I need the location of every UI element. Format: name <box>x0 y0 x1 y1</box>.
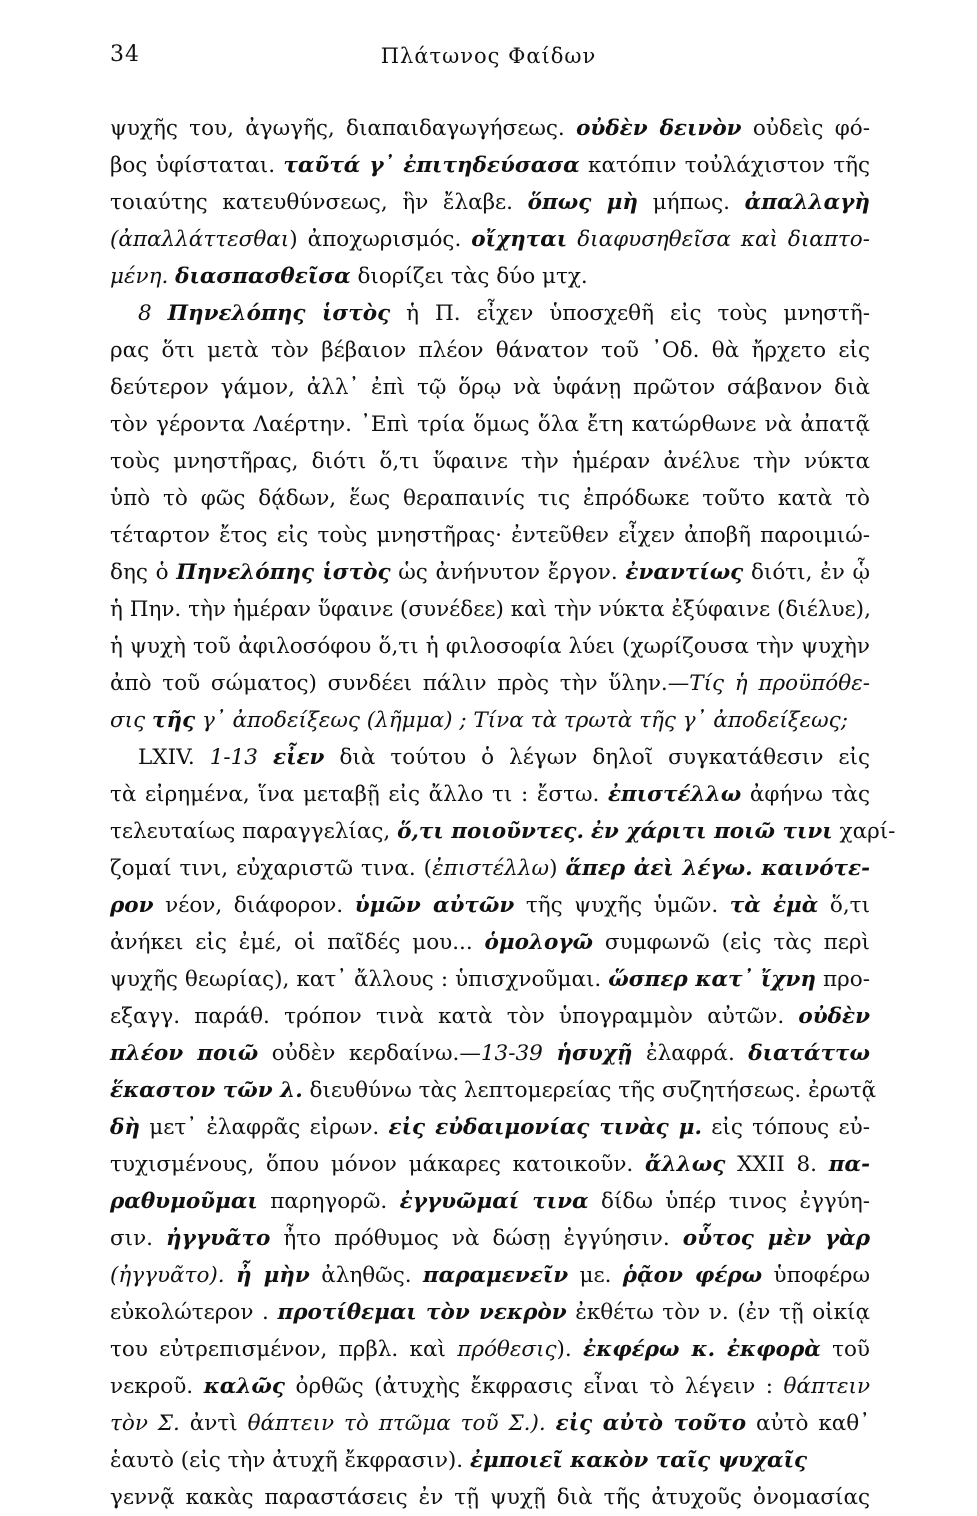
lemma: ρον <box>110 893 154 918</box>
italic-text: 8 <box>138 301 168 326</box>
text-run: συμφωνῶ (εἰς τὰς περὶ <box>593 930 870 955</box>
text-run: ἀντὶ <box>179 1411 248 1436</box>
italic-text: 1-13 <box>209 745 273 770</box>
lemma: ἡσυχῇ <box>556 1041 633 1066</box>
text-run: τοιαύτης κατευθύνσεως, ἣν ἔλαβε. <box>110 190 528 215</box>
running-title: Πλάτωνος Φαίδων <box>380 44 597 68</box>
italic-text: ( <box>110 227 119 252</box>
text-run: ψυχῆς του, ἀγωγῆς, διαπαιδαγωγήσεως. <box>110 116 577 141</box>
text-run: διότι, ἐν ᾧ <box>743 560 871 585</box>
text-line <box>110 813 896 850</box>
italic-text: σις <box>110 708 152 733</box>
text-run: τὸν γέροντα Λαέρτην. ᾿Επὶ τρία ὅμως ὅλα ἔτη κατώρθωνε νὰ ἀπατᾷ <box>110 412 870 437</box>
lemma: ἄλλως <box>645 1152 726 1177</box>
lemma: τῆς <box>151 708 196 733</box>
italic-text: πρόθεσις <box>457 1337 557 1362</box>
text-run: ἀληθῶς. <box>309 1263 423 1288</box>
text-line <box>110 998 870 1035</box>
italic-text: γ᾿ ἀποδείξεως (λῆμμα) ; Τίνα τὰ τρωτὰ τῆς γ᾿ ἀποδείξεως; <box>195 708 848 733</box>
text-line <box>110 924 870 961</box>
text-run: δίδω ὑπέρ τινος ἐγγύη- <box>588 1189 870 1214</box>
lemma: ὅ,τι ποιοῦντες. <box>397 819 585 844</box>
text-line <box>110 1405 870 1442</box>
text-run: ἐκθέτω τὸν ν. (ἐν τῇ οἰκίᾳ <box>566 1300 870 1325</box>
text-run: προ- <box>816 967 870 992</box>
lemma: ἐκφέρω κ. ἐκφορὰ <box>583 1337 821 1362</box>
text-run: οὐδεὶς φό- <box>741 116 871 141</box>
lemma: πλέον ποιῶ <box>110 1041 259 1066</box>
lemma: ἠγγυᾶτο <box>166 1226 271 1251</box>
lemma: ἐγγυῶμαί τινα <box>399 1189 589 1214</box>
lemma: οὐδὲν <box>798 1004 870 1029</box>
text-run: ἡ Π. εἶχεν ὑποσχεθῆ εἰς τοὺς μνηστῆ- <box>390 301 871 326</box>
text-run: ὡς ἀνήνυτον ἔργον. <box>390 560 626 585</box>
lemma: ἐναντίως <box>625 560 744 585</box>
lemma: καλῶς <box>203 1374 285 1399</box>
text-run: ἦτο πρόθυμος νὰ δώσῃ ἐγγύησιν. <box>270 1226 683 1251</box>
text-line <box>110 1220 870 1257</box>
lemma: δὴ <box>110 1115 140 1140</box>
lemma: οὐδὲν δεινὸν <box>576 116 742 141</box>
text-run: διὰ τούτου ὁ λέγων δηλοῖ συγκατάθεσιν εἰς <box>324 745 871 770</box>
text-run: LXIV. <box>138 745 210 770</box>
text-run: τέταρτον ἔτος εἰς τοὺς μνηστῆρας· ἐντεῦθεν εἶχεν ἀποβῆ παροιμιώ- <box>110 523 870 548</box>
lemma: ἦ μὴν <box>235 1263 310 1288</box>
text-run: νεκροῦ. <box>110 1374 204 1399</box>
text-run: σιν. <box>110 1226 167 1251</box>
lemma: διατάττω <box>748 1041 870 1066</box>
italic-text: μένη. <box>110 264 176 289</box>
text-run: ) ἀποχωρισμός. <box>289 227 472 252</box>
lemma: τὰ ἐμὰ <box>729 893 819 918</box>
lemma: ταῦτά γ᾿ ἐπιτηδεύσασα <box>283 153 580 178</box>
lemma: ὁμολογῶ <box>484 930 594 955</box>
lemma: Πηνελόπης ἱστὸς <box>176 560 391 585</box>
text-line <box>110 665 870 702</box>
text-run: ὀρθῶς (ἀτυχὴς ἔκφρασις εἶναι τὸ λέγειν : <box>284 1374 784 1399</box>
text-line <box>110 184 870 221</box>
text-run: ἀπὸ τοῦ σώματος) συνδέει πάλιν πρὸς τὴν ὕλην.— <box>110 671 690 696</box>
text-line <box>110 406 870 443</box>
text-run: ἡ Πην. τὴν ἡμέραν ὕφαινε (συνέδεε) καὶ τὴν νύκτα ἐξύφαινε (διέλυε), <box>110 597 871 622</box>
text-line <box>110 517 870 554</box>
text-line <box>110 1368 870 1405</box>
text-run: δης ὁ <box>110 560 177 585</box>
text-run: εἰς τόπους εὐ- <box>701 1115 870 1140</box>
text-line <box>110 1109 870 1146</box>
text-run: ἡ ψυχὴ τοῦ ἀφιλοσόφου ὅ,τι ἡ φιλοσοφία λύει (χωρίζουσα τὴν ψυχὴν <box>110 634 870 659</box>
text-line <box>110 221 870 258</box>
text-run: δεύτερον γάμον, ἀλλ᾿ ἐπὶ τῷ ὅρῳ νὰ ὑφάνῃ πρῶτον σάβανον διὰ <box>110 375 870 400</box>
italic-text: Τίς ἡ προϋπόθε- <box>689 671 871 696</box>
text-line <box>110 1146 870 1183</box>
italic-text: 13-39 <box>480 1041 557 1066</box>
text-run: τῆς ψυχῆς ὑμῶν. <box>514 893 730 918</box>
text-run: διευθύνω τὰς λεπτομερείας τῆς συζητήσεως. ἐρωτᾷ <box>302 1078 877 1103</box>
text-run: ζομαί τινι, εὐχαριστῶ τινα. ( <box>110 856 433 881</box>
text-line <box>110 295 870 332</box>
text-run <box>546 1411 556 1436</box>
text-run: με. <box>568 1263 623 1288</box>
text-run: χαρί- <box>832 819 896 844</box>
lemma: Πηνελόπης ἱστὸς <box>167 301 391 326</box>
lemma: οὗτος μὲν γὰρ <box>682 1226 871 1251</box>
italic-text: θάπτειν τὸ πτῶμα τοῦ Σ.). <box>247 1411 546 1436</box>
text-run: τὰ εἰρημένα, ἵνα μεταβῇ εἰς ἄλλο τι : ἔστω. <box>110 782 608 807</box>
text-line <box>110 591 870 628</box>
italic-text: ἐπιστέλλω <box>432 856 550 881</box>
text-run <box>584 819 591 844</box>
text-line <box>110 443 870 480</box>
text-run: διορίζει τὰς δύο μτχ. <box>350 264 588 289</box>
lemma: ὅπως μὴ <box>527 190 638 215</box>
lemma: ἐμποιεῖ κακὸν ταῖς ψυχαῖς <box>469 1448 808 1473</box>
text-line <box>110 628 870 665</box>
italic-text: θάπτειν <box>783 1374 871 1399</box>
text-run: τοὺς μνηστῆρας, διότι ὅ,τι ὕφαινε τὴν ἡμέραν ἀνέλυε τὴν νύκτα <box>110 449 870 474</box>
italic-text: διαφυσηθεῖσα καὶ διαπτο- <box>567 227 871 252</box>
commentary-text <box>110 110 896 1516</box>
text-line <box>110 332 870 369</box>
text-run: ὑποφέρω <box>762 1263 871 1288</box>
lemma: ἀπαλλαγὴ <box>744 190 871 215</box>
text-line <box>110 1479 870 1516</box>
lemma: ἐπιστέλλω <box>607 782 742 807</box>
page-header <box>0 42 977 78</box>
text-run: παρηγορῶ. <box>257 1189 400 1214</box>
text-run: τυχισμένους, ὅπου μόνον μάκαρες κατοικοῦν. <box>110 1152 646 1177</box>
text-run: ὅ,τι <box>818 893 870 918</box>
text-run: ἀνήκει εἰς ἐμέ, οἱ παῖδές μου... <box>110 930 485 955</box>
text-run: ἀφήνω τὰς <box>741 782 870 807</box>
text-run: οὐδὲν κερδαίνω.— <box>258 1041 481 1066</box>
lemma: ραθυμοῦμαι <box>110 1189 258 1214</box>
lemma: ὑμῶν αὐτῶν <box>354 893 515 918</box>
text-run: ἑαυτὸ (εἰς τὴν ἀτυχῆ ἔκφρασιν). <box>110 1448 470 1473</box>
text-run: νέον, διάφορον. <box>153 893 355 918</box>
text-line <box>110 776 870 813</box>
text-line <box>110 1331 870 1368</box>
text-line <box>110 961 870 998</box>
page-number: 34 <box>110 42 140 67</box>
text-run: εὐκολώτερον . <box>110 1300 278 1325</box>
lemma: εἰς αὐτὸ τοῦτο <box>555 1411 747 1436</box>
text-run: ψυχῆς θεωρίας), κατ᾿ ἄλλους : ὑπισχνοῦμαι. <box>110 967 609 992</box>
text-line <box>110 258 870 295</box>
lemma: εἰς εὐδαιμονίας τινὰς μ. <box>388 1115 702 1140</box>
text-line <box>110 850 870 887</box>
text-line <box>110 1183 870 1220</box>
lemma: διασπασθεῖσα <box>175 264 351 289</box>
text-line <box>110 1294 870 1331</box>
text-run: κατόπιν τοὐλάχιστον τῆς <box>579 153 871 178</box>
text-run: ρας ὅτι μετὰ τὸν βέβαιον πλέον θάνατον τοῦ ᾿Οδ. θὰ ἤρχετο εἰς <box>110 338 870 363</box>
lemma: παραμενεῖν <box>422 1263 569 1288</box>
text-run: τοῦ <box>820 1337 870 1362</box>
text-run: βος ὑφίσταται. <box>110 153 284 178</box>
text-run: ). <box>556 1337 584 1362</box>
text-run: μετ᾿ ἐλαφρᾶς εἰρων. <box>139 1115 389 1140</box>
italic-text: ἀπαλλάττεσθαι <box>118 227 290 252</box>
italic-text: τὸν Σ. <box>110 1411 180 1436</box>
lemma: προτίθεμαι τὸν νεκρὸν <box>277 1300 567 1325</box>
lemma: εἶεν <box>273 745 325 770</box>
text-run: του εὐτρεπισμένον, πρβλ. καὶ <box>110 1337 458 1362</box>
text-line <box>110 369 870 406</box>
lemma: ὥσπερ κατ᾿ ἴχνη <box>608 967 816 992</box>
text-run: μήπως. <box>637 190 745 215</box>
lemma: ἅπερ ἀεὶ λέγω. καινότε- <box>565 856 871 881</box>
lemma: πα- <box>828 1152 870 1177</box>
text-run: ὑπὸ τὸ φῶς δᾴδων, ἕως θεραπαινίς τις ἐπρόδωκε τοῦτο κατὰ τὸ <box>110 486 870 511</box>
text-run: τελευταίως παραγγελίας, <box>110 819 398 844</box>
text-line <box>110 110 870 147</box>
text-run: ) <box>549 856 566 881</box>
lemma: οἴχηται <box>471 227 568 252</box>
text-run: ἐλαφρά. <box>632 1041 749 1066</box>
lemma: ἐν χάριτι ποιῶ τινι <box>590 819 833 844</box>
text-line <box>110 1072 877 1109</box>
text-line <box>110 1035 870 1072</box>
text-line <box>110 739 870 776</box>
text-line <box>110 554 870 591</box>
text-line <box>110 147 870 184</box>
text-run: XXII 8. <box>725 1152 829 1177</box>
text-run: γεννᾷ κακὰς παραστάσεις ἐν τῇ ψυχῇ διὰ τῆς ἀτυχοῦς ὀνομασίας <box>110 1485 870 1510</box>
text-line <box>110 1257 870 1294</box>
text-run: εξαγγ. παράθ. τρόπον τινὰ κατὰ τὸν ὑπογραμμὸν αὐτῶν. <box>110 1004 799 1029</box>
text-run: αὐτὸ καθ᾿ <box>746 1411 870 1436</box>
italic-text: (ἠγγυᾶτο). <box>110 1263 236 1288</box>
lemma: ῥᾷον φέρω <box>622 1263 763 1288</box>
text-line <box>110 702 870 739</box>
text-line <box>110 887 870 924</box>
text-line <box>110 1442 870 1479</box>
text-line <box>110 480 870 517</box>
lemma: ἕκαστον τῶν λ. <box>110 1078 303 1103</box>
